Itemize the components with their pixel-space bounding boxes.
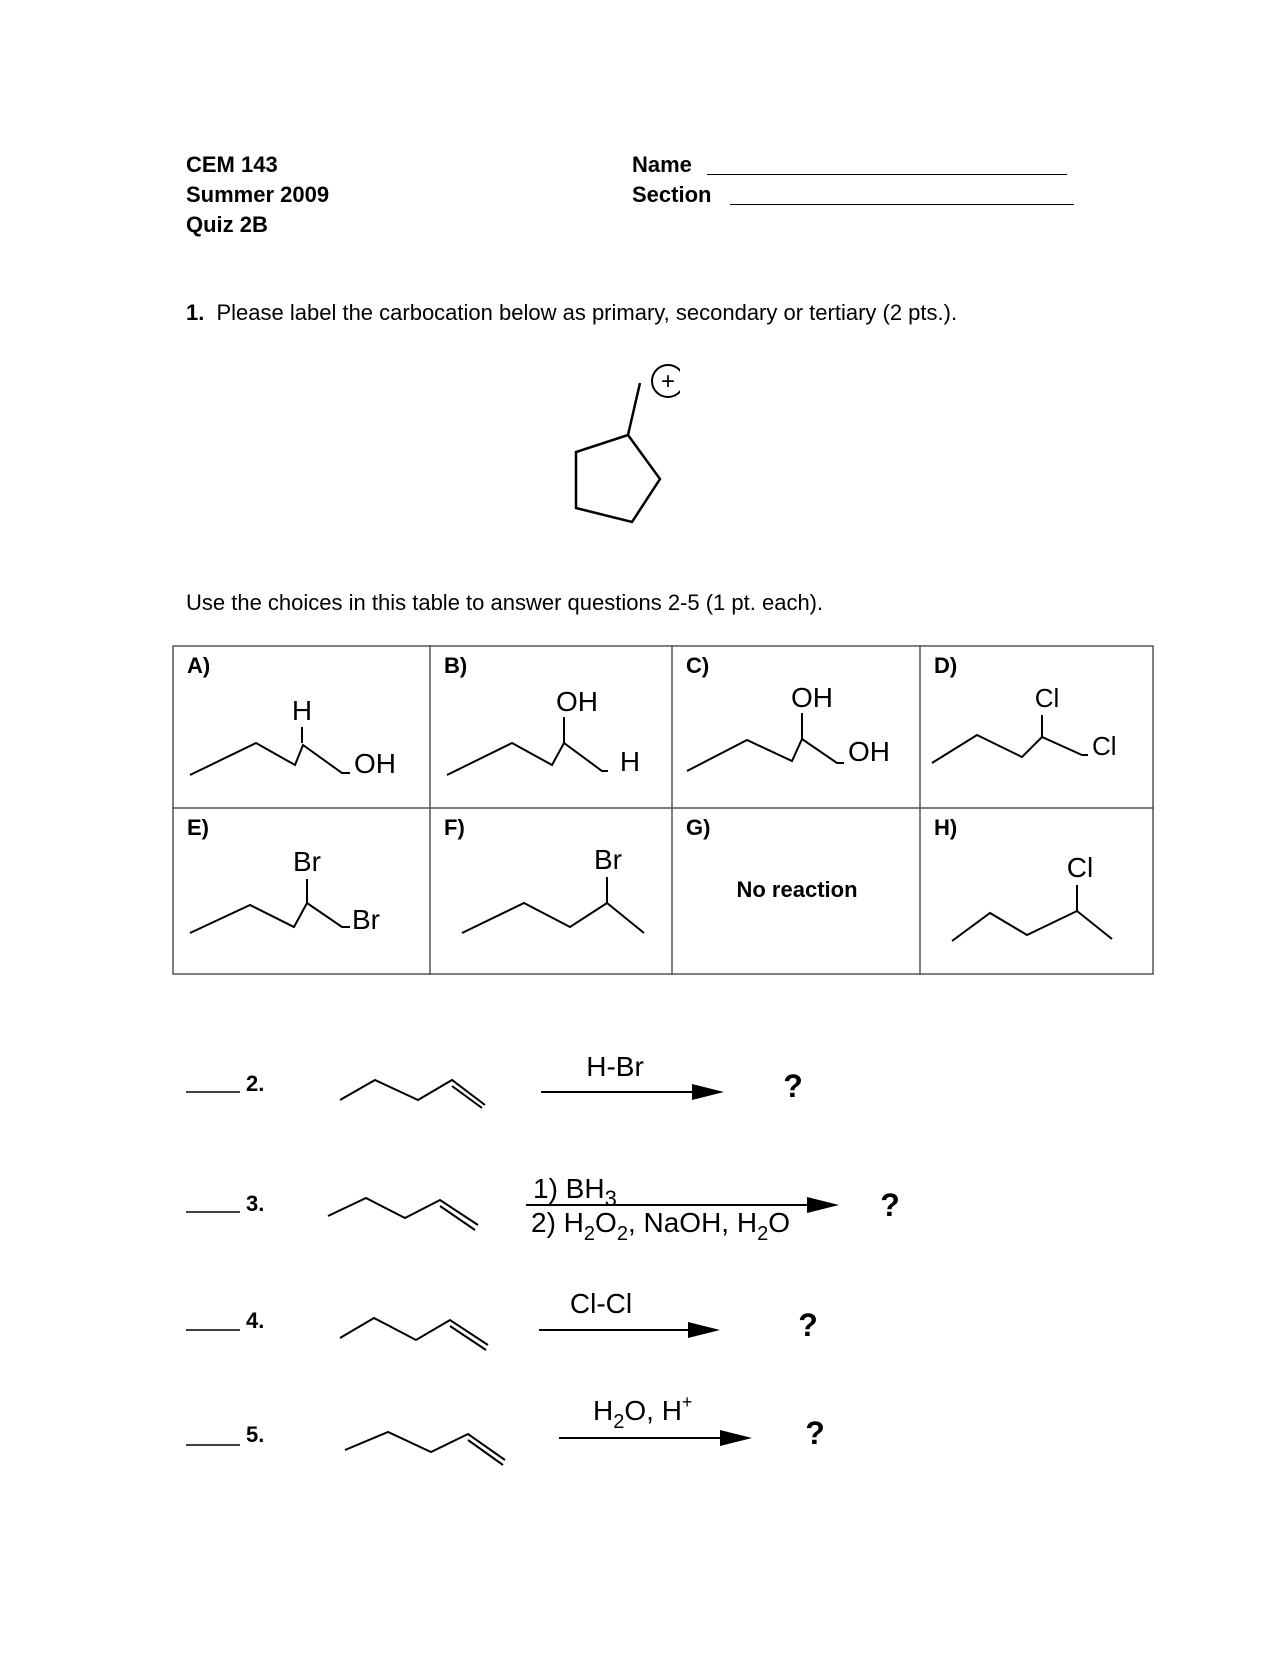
question-number: 3. <box>246 1191 265 1216</box>
quiz-title: Quiz 2B <box>186 212 268 237</box>
choice-label: C) <box>686 653 710 678</box>
atom-cl: Cl <box>1092 731 1117 761</box>
choice-label: D) <box>934 653 958 678</box>
alkene-structure <box>340 1080 485 1108</box>
reagent: Cl-Cl <box>569 1288 633 1319</box>
reagent-line-1: 1) $BH_3$ <box>533 1173 617 1211</box>
choice-a <box>187 653 396 779</box>
product-placeholder: ? <box>880 1187 900 1223</box>
question-text: Please label the carbocation below as primary, secondary or tertiary (2 pts.). <box>216 300 958 325</box>
choice-label: H) <box>934 815 958 840</box>
choice-h <box>934 815 1112 941</box>
question-3 <box>186 1173 900 1245</box>
no-reaction-text: No reaction <box>736 877 858 902</box>
choice-label: G) <box>686 815 711 840</box>
questions-area <box>0 1040 1280 1490</box>
question-number: 5. <box>246 1422 265 1447</box>
atom-h: H <box>619 746 641 777</box>
choice-e <box>187 815 380 935</box>
term: Summer 2009 <box>186 182 330 207</box>
choices-table <box>172 645 1162 985</box>
question-number: 2. <box>246 1071 265 1096</box>
product-placeholder: ? <box>783 1068 803 1104</box>
atom-h: H <box>291 695 313 726</box>
choice-label: B) <box>444 653 468 678</box>
choice-label: F) <box>444 815 465 840</box>
question-number: 4. <box>246 1308 265 1333</box>
alkene-structure <box>345 1432 505 1465</box>
name-field[interactable] <box>707 174 1067 175</box>
atom-oh: OH <box>556 686 598 717</box>
section-label: Section <box>632 182 712 207</box>
choice-d <box>932 653 1117 763</box>
product-placeholder: ? <box>798 1307 818 1343</box>
question-number: 1. <box>186 300 205 325</box>
course-title: CEM 143 <box>186 152 278 177</box>
atom-br: Br <box>293 846 321 877</box>
product-placeholder: ? <box>805 1415 825 1451</box>
question-2 <box>186 1051 803 1108</box>
atom-oh: OH <box>791 682 833 713</box>
carbocation-bond <box>628 383 640 435</box>
atom-cl: Cl <box>1034 683 1060 713</box>
alkene-structure <box>340 1318 488 1350</box>
atom-oh: OH <box>354 748 396 779</box>
atom-br: Br <box>352 904 380 935</box>
choice-label: A) <box>187 653 211 678</box>
choice-b <box>444 653 640 777</box>
choice-label: E) <box>187 815 209 840</box>
alkene-structure <box>328 1198 478 1230</box>
reagent-line-2: 2) $H_2O_2$, NaOH, $H_2O$ <box>531 1207 790 1245</box>
carbocation-structure <box>540 355 680 535</box>
question-5 <box>186 1392 825 1465</box>
charge-sign: + <box>660 368 676 395</box>
question-4 <box>186 1288 818 1350</box>
section-field[interactable] <box>730 204 1074 205</box>
atom-cl: Cl <box>1066 852 1094 883</box>
reagent: $H_2O$, H+ <box>593 1392 693 1433</box>
question-1 <box>186 300 957 326</box>
choice-f <box>444 815 644 933</box>
cyclopentane-ring <box>576 435 660 522</box>
choice-c <box>686 653 890 771</box>
atom-br: Br <box>594 844 622 875</box>
choice-g <box>686 815 858 902</box>
name-label: Name <box>632 152 692 177</box>
table-intro: Use the choices in this table to answer questions 2-5 (1 pt. each). <box>186 590 824 615</box>
reagent: H-Br <box>586 1051 644 1082</box>
atom-oh: OH <box>848 736 890 767</box>
